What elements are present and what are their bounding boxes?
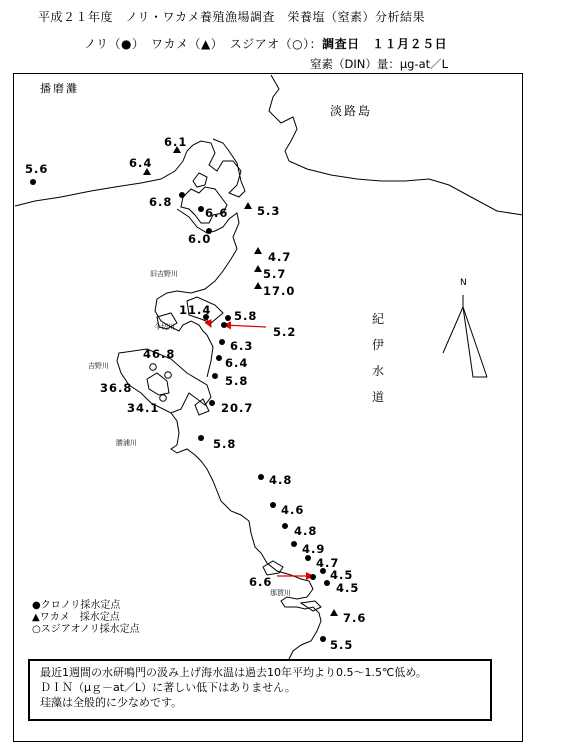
nori-station-marker	[198, 206, 204, 212]
station-value-label: 6.6	[249, 575, 273, 589]
legend-wakame: ▲ワカメ 採水定点	[32, 612, 120, 623]
nori-station-marker	[225, 315, 231, 321]
river-imagiri: 今切川	[154, 323, 175, 331]
station-value-label: 6.0	[188, 232, 212, 246]
station-value-label: 5.5	[330, 638, 354, 652]
station-value-label: 4.5	[330, 568, 354, 582]
note-line-2: ＤＩＮ（μｇ－at／L）に著しい低下はありません。	[40, 681, 296, 694]
nori-station-marker	[216, 355, 222, 361]
station-value-label: 4.6	[281, 503, 305, 517]
map-canvas	[14, 74, 523, 742]
nori-station-marker	[179, 192, 185, 198]
station-value-label: 4.8	[294, 524, 318, 538]
place-awaji: 淡路島	[330, 104, 373, 118]
note-line-1: 最近1週間の水研鳴門の汲み上げ海水温は過去10年平均より0.5～1.5℃低め。	[40, 666, 427, 679]
nori-station-marker	[282, 523, 288, 529]
place-harima: 播磨灘	[40, 82, 79, 95]
river-yoshino: 吉野川	[88, 362, 109, 370]
legend-nori: ●クロノリ採水定点	[32, 600, 121, 611]
notes-box	[28, 659, 492, 721]
station-value-label: 6.8	[149, 195, 173, 209]
station-value-label: 46.8	[143, 347, 176, 361]
station-value-label: 6.1	[164, 135, 188, 149]
survey-date: 調査日 １１月２５日	[322, 37, 448, 51]
station-value-label: 4.9	[302, 542, 326, 556]
wakame-station-marker	[254, 282, 262, 289]
station-value-label: 5.2	[273, 325, 297, 339]
nori-station-marker	[258, 474, 264, 480]
station-value-label: 34.1	[127, 401, 160, 415]
station-value-label: 5.8	[225, 374, 249, 388]
river-naka: 那賀川	[270, 589, 291, 597]
station-value-label: 6.4	[129, 156, 153, 170]
wakame-station-marker	[254, 265, 262, 272]
station-value-label: 4.7	[268, 250, 292, 264]
page-title: 平成２１年度 ノリ・ワカメ養殖漁場調査 栄養塩（窒素）分析結果	[38, 10, 426, 24]
nori-station-marker	[221, 322, 227, 328]
nori-station-marker	[320, 636, 326, 642]
sujiao-station-marker	[160, 395, 167, 402]
note-line-3: 珪藻は全般的に少なめです。	[40, 696, 183, 709]
wakame-station-marker	[330, 609, 338, 616]
station-value-label: 5.7	[263, 267, 287, 281]
map-frame	[13, 73, 523, 742]
wakame-station-marker	[244, 202, 252, 209]
nori-station-marker	[219, 339, 225, 345]
station-value-label: 6.3	[230, 339, 254, 353]
nori-station-marker	[291, 541, 297, 547]
symbol-legend-line	[84, 35, 447, 52]
station-markers	[30, 146, 338, 642]
sujiao-station-marker	[150, 364, 157, 371]
station-value-label: 20.7	[221, 401, 254, 415]
station-value-label: 6.4	[225, 356, 249, 370]
station-value-label: 5.8	[234, 309, 258, 323]
river-katsuura: 勝浦川	[116, 439, 137, 447]
nori-station-marker	[30, 179, 36, 185]
legend-sujiao: ○スジアオノリ採水定点	[32, 624, 140, 635]
station-value-label: 5.6	[25, 162, 49, 176]
station-value-label: 7.6	[343, 611, 367, 625]
station-value-label: 17.0	[263, 284, 296, 298]
station-value-label: 11.4	[179, 303, 212, 317]
nori-station-marker	[198, 435, 204, 441]
station-values	[25, 135, 366, 652]
station-value-label: 4.5	[336, 581, 360, 595]
north-arrow	[443, 295, 487, 377]
wakame-station-marker	[254, 247, 262, 254]
station-value-label: 5.8	[213, 437, 237, 451]
nori-station-marker	[310, 574, 316, 580]
river-kyuyoshino: 旧吉野川	[150, 270, 178, 278]
unit-label: 窒素（DIN）量：μg-at／L	[310, 57, 449, 71]
nori-station-marker	[209, 400, 215, 406]
north-label: N	[460, 278, 467, 288]
station-value-label: 4.7	[316, 556, 340, 570]
sujiao-station-marker	[165, 372, 172, 379]
station-value-label: 4.8	[269, 473, 293, 487]
symbol-key: ノリ（●） ワカメ（▲） スジアオ（○）：	[84, 37, 323, 51]
nori-station-marker	[270, 502, 276, 508]
station-value-label: 36.8	[100, 381, 133, 395]
nori-station-marker	[212, 373, 218, 379]
station-value-label: 5.3	[257, 204, 281, 218]
station-value-label: 6.6	[205, 206, 229, 220]
place-kii-channel: 紀伊水道	[371, 312, 384, 404]
